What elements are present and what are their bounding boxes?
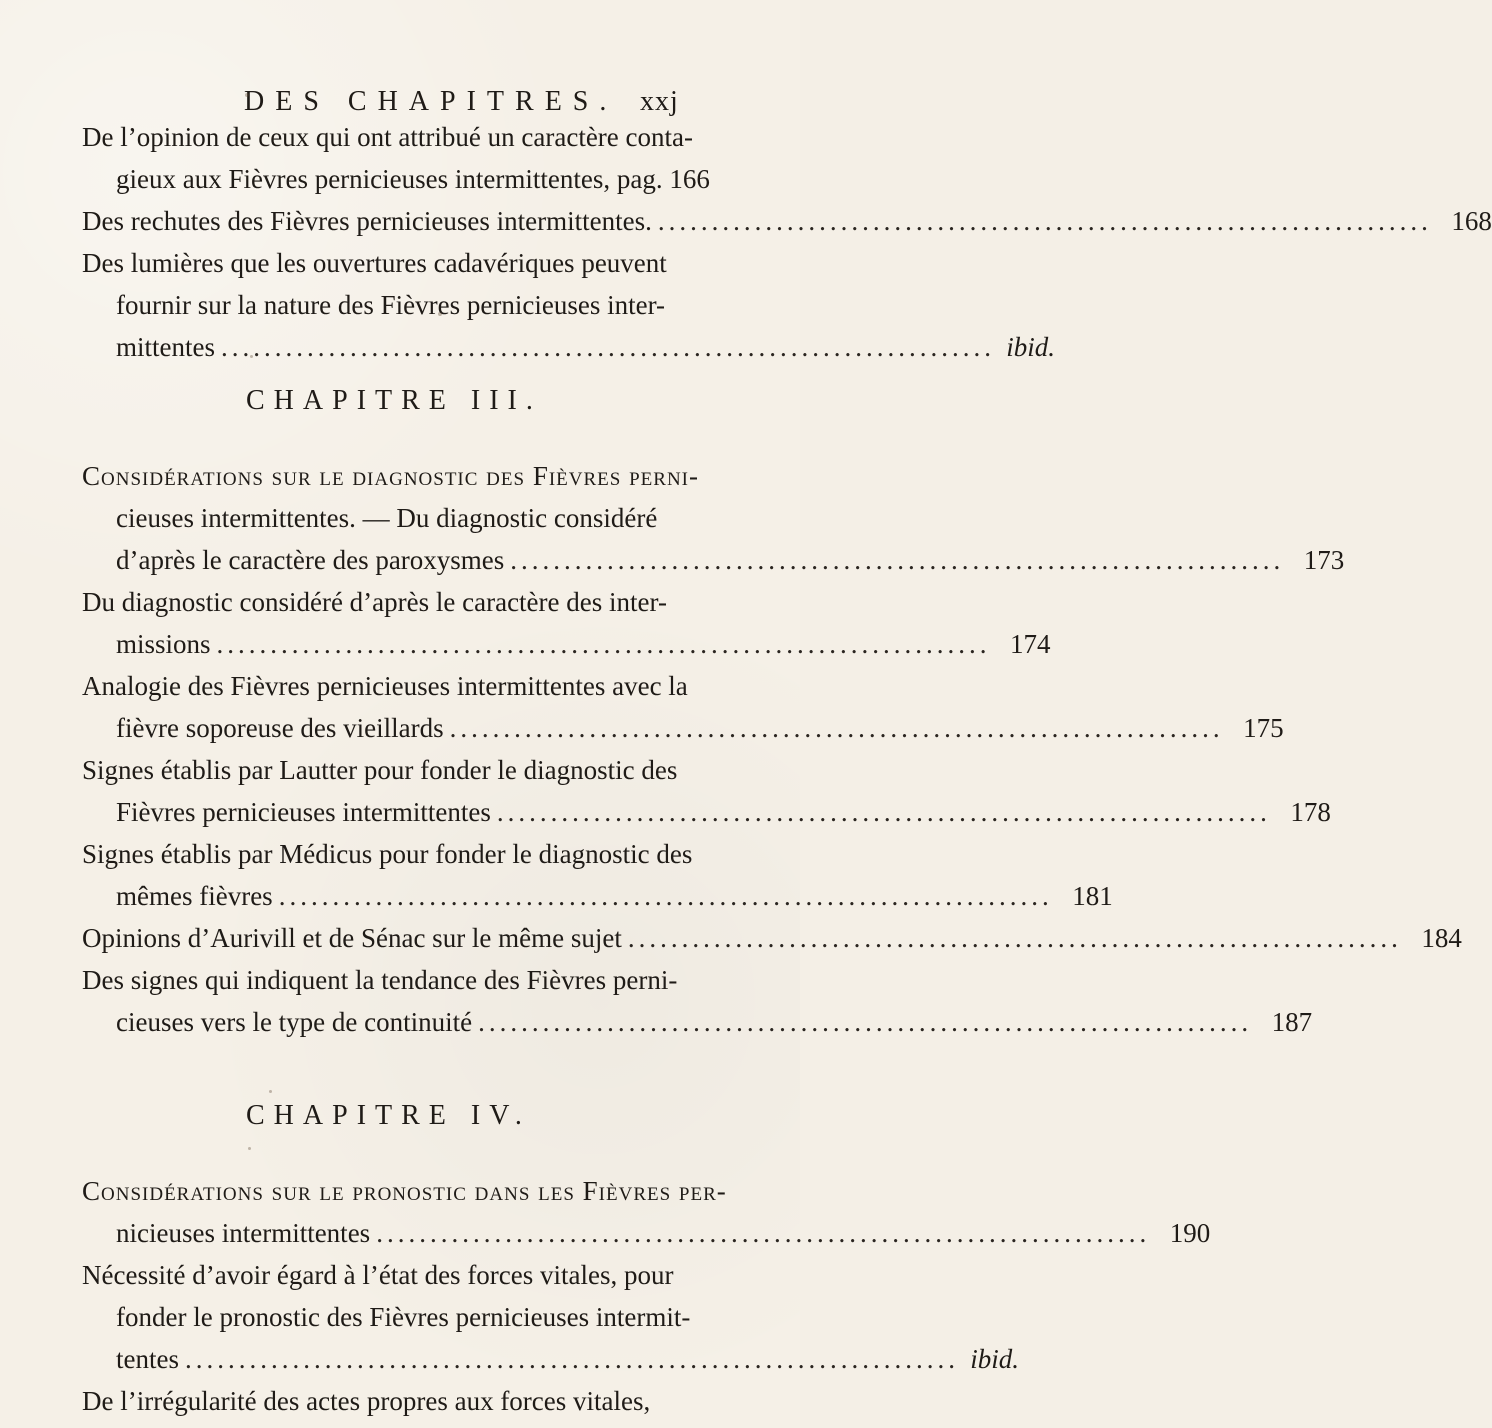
toc-entry-line	[82, 1170, 727, 1212]
toc-entry-text: Considérations sur le pronostic dans les Fièvres per-	[82, 1176, 727, 1206]
toc-entry-text: Considérations sur le diagnostic des Fièvres perni-	[82, 461, 699, 491]
toc-entry-leader-line	[82, 791, 1331, 833]
dot-leaders: ........................................................................	[510, 545, 1285, 575]
toc-page-number: 190	[1169, 1218, 1211, 1248]
toc-page-number: ibid.	[970, 1344, 1019, 1374]
dot-leaders: ........................................................................	[184, 1344, 959, 1374]
toc-entry	[82, 1170, 1211, 1254]
toc-entry-text: De l’opinion de ceux qui ont attribué un caractère conta-	[82, 122, 693, 152]
dot-leaders: ........................................................................	[376, 1218, 1151, 1248]
toc-entry-leader-line	[82, 1338, 1019, 1380]
paper-fleck	[250, 355, 253, 358]
paper-fleck	[245, 93, 249, 97]
toc-entry-text: fournir sur la nature des Fièvres pernicieuses inter-	[116, 290, 666, 320]
toc-entry-text: Signes établis par Médicus pour fonder le diagnostic des	[82, 839, 693, 869]
toc-page-number: ibid.	[1006, 332, 1055, 362]
dot-leaders: ........................................................................	[449, 713, 1224, 743]
toc-entry-line	[82, 158, 722, 200]
toc-entry-text: cieuses vers le type de continuité	[116, 1007, 473, 1037]
toc-entry	[82, 1380, 722, 1422]
dot-leaders: ........................................................................	[216, 629, 991, 659]
paper-fleck	[438, 312, 442, 316]
toc-entry-text: mêmes fièvres	[116, 881, 273, 911]
dot-leaders: ........................................................................	[496, 797, 1271, 827]
toc-entry-line	[82, 959, 722, 1001]
toc-entry-leader-line	[82, 200, 1492, 242]
toc-page-number: 173	[1303, 545, 1345, 575]
toc-entry-line	[82, 1296, 722, 1338]
toc-entry	[82, 959, 1313, 1043]
toc-entry	[82, 665, 1284, 749]
dot-leaders: ........................................................................	[478, 1007, 1253, 1037]
toc-entry-leader-line	[82, 1212, 1211, 1254]
toc-page-number: 178	[1290, 797, 1331, 827]
toc-page-number: 184	[1421, 923, 1462, 953]
toc-entry-leader-line	[82, 917, 1462, 959]
toc-entry-text: Des signes qui indiquent la tendance des Fièvres perni-	[82, 965, 678, 995]
toc-entry-text: tentes	[116, 1344, 179, 1374]
toc-entry-text: Nécessité d’avoir égard à l’état des forces vitales, pour	[82, 1260, 674, 1290]
toc-entry-text: De l’irrégularité des actes propres aux forces vitales,	[82, 1386, 651, 1416]
toc-entry-line	[82, 455, 722, 497]
paper-fleck	[292, 303, 295, 306]
toc-page-number: 168	[1451, 206, 1492, 236]
toc-entry-line	[82, 581, 722, 623]
toc-entry-text: cieuses intermittentes. — Du diagnostic considéré	[116, 503, 658, 533]
toc-entry-text: Du diagnostic considéré d’après le caractère des inter-	[82, 587, 667, 617]
toc-entry-line	[82, 116, 722, 158]
toc-entry-line	[82, 1254, 722, 1296]
running-header-page-number: xxj	[640, 86, 679, 117]
toc-entry-text: fièvre soporeuse des vieillards	[116, 713, 444, 743]
toc-entry	[82, 917, 1462, 959]
toc-entry-text: Fièvres pernicieuses intermittentes	[116, 797, 491, 827]
paper-fleck	[269, 1090, 272, 1093]
toc-entry-line	[82, 1380, 722, 1422]
toc-entry-leader-line	[82, 707, 1284, 749]
toc-entry-leader-line	[82, 1001, 1313, 1043]
toc-entry-leader-line	[82, 623, 1051, 665]
toc-entry-line	[82, 242, 722, 284]
toc-entry	[82, 242, 1055, 368]
toc-page-number: 187	[1271, 1007, 1313, 1037]
toc-entry	[82, 455, 1345, 581]
toc-entry	[82, 581, 1051, 665]
toc-entry	[82, 116, 722, 200]
toc-entry-text: missions	[116, 629, 211, 659]
dot-leaders: ........................................................................	[220, 332, 995, 362]
toc-entry-leader-line	[82, 326, 1055, 368]
toc-entry-text: Signes établis par Lautter pour fonder le diagnostic des	[82, 755, 678, 785]
toc-entry-text: gieux aux Fièvres pernicieuses intermittentes, pag. 166	[116, 164, 710, 194]
toc-entry	[82, 749, 1331, 833]
dot-leaders: ........................................................................	[657, 206, 1432, 236]
toc-entry-line	[82, 284, 722, 326]
dot-leaders: ........................................................................	[278, 881, 1053, 911]
dot-leaders: ........................................................................	[627, 923, 1402, 953]
toc-page-number: 181	[1072, 881, 1113, 911]
toc-entry-text: Des rechutes des Fièvres pernicieuses intermittentes.	[82, 206, 652, 236]
chapter-iv-heading: CHAPITRE IV.	[246, 1100, 531, 1131]
toc-entry-text: nicieuses intermittentes	[116, 1218, 371, 1248]
toc-entry	[82, 200, 1492, 242]
toc-entry-leader-line	[82, 539, 1345, 581]
chapter-iii-heading: CHAPITRE III.	[246, 385, 542, 416]
toc-entry-text: Opinions d’Aurivill et de Sénac sur le même sujet	[82, 923, 622, 953]
toc-entry-line	[82, 833, 722, 875]
toc-entry-line	[82, 749, 722, 791]
toc-entry-line	[82, 497, 722, 539]
toc-entry-text: Analogie des Fièvres pernicieuses intermittentes avec la	[82, 671, 688, 701]
toc-entry-line	[82, 665, 722, 707]
running-header-title: DES CHAPITRES.	[244, 86, 618, 117]
toc-entry-text: mittentes	[116, 332, 215, 362]
toc-entry-text: fonder le pronostic des Fièvres pernicieuses intermit-	[116, 1302, 691, 1332]
toc-page-number: 175	[1243, 713, 1284, 743]
toc-entry-text: d’après le caractère des paroxysmes	[116, 545, 505, 575]
toc-entry-text: Des lumières que les ouvertures cadavériques peuvent	[82, 248, 667, 278]
toc-page-number: 174	[1010, 629, 1051, 659]
toc-entry-leader-line	[82, 875, 1113, 917]
paper-fleck	[248, 1147, 251, 1150]
toc-entry	[82, 1254, 1019, 1380]
toc-entry	[82, 833, 1113, 917]
